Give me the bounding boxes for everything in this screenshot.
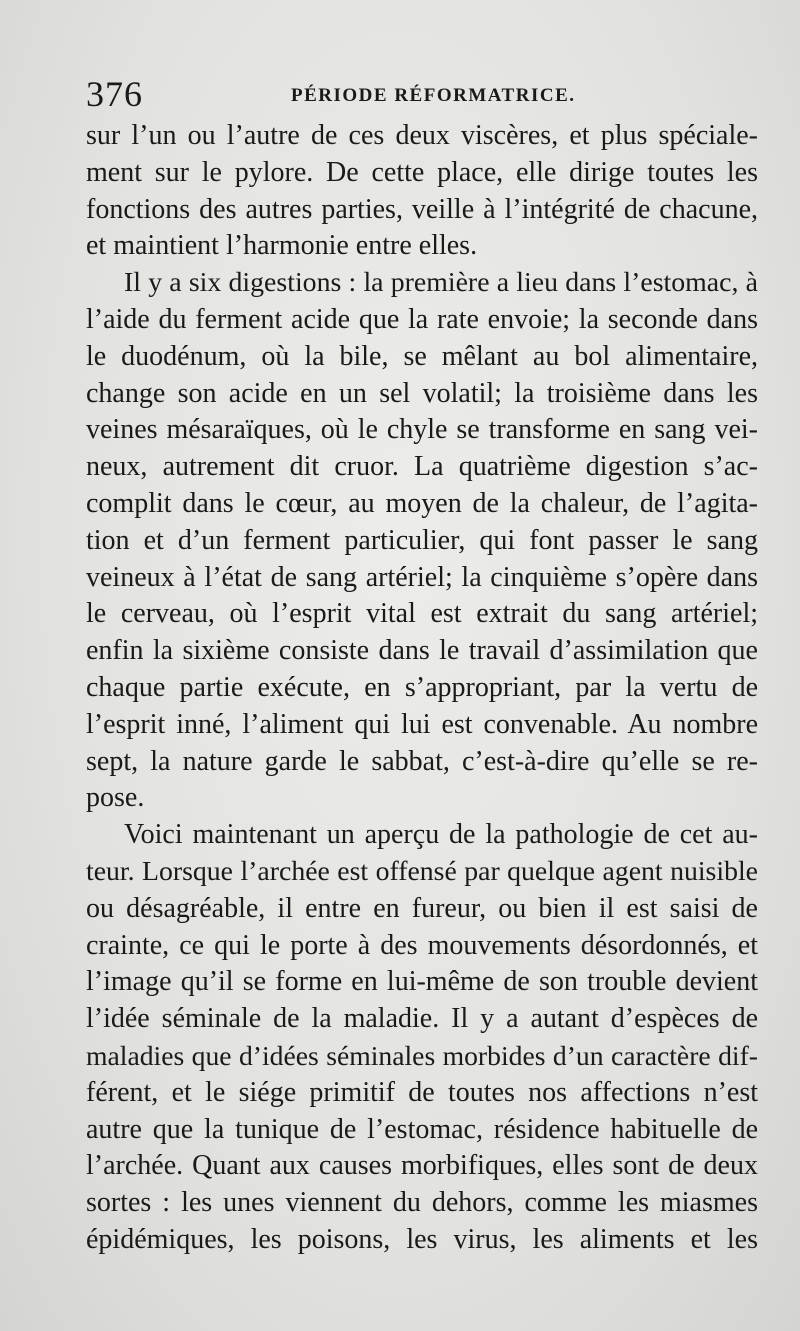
text-line: Il y a six digestions : la première a lieu dans l’estomac, à (124, 267, 758, 299)
text-line: le duodénum, où la bile, se mêlant au bol alimentaire, (86, 340, 758, 372)
text-line: complit dans le cœur, au moyen de la chaleur, de l’agita- (86, 487, 758, 519)
text-line: l’archée. Quant aux causes morbifiques, elles sont de deux (86, 1150, 758, 1182)
paragraph (86, 265, 758, 817)
text-line: l’idée séminale de la maladie. Il y a autant d’espèces de (86, 1003, 758, 1035)
text-line: épidémiques, les poisons, les virus, les aliments et les (86, 1223, 758, 1255)
text-line: férent, et le siége primitif de toutes nos affections n’est (86, 1076, 758, 1108)
text-line: pose. (86, 782, 145, 814)
text-line: veineux à l’état de sang artériel; la cinquième s’opère dans (86, 561, 758, 593)
text-line: ment sur le pylore. De cette place, elle dirige toutes les (86, 156, 758, 188)
text-line: autre que la tunique de l’estomac, résidence habituelle de (86, 1113, 758, 1145)
text-line: l’image qu’il se forme en lui-même de son trouble devient (86, 966, 758, 998)
page-header (86, 74, 758, 114)
text-line: l’aide du ferment acide que la rate envoie; la seconde dans (86, 303, 758, 335)
running-head: PÉRIODE RÉFORMATRICE. (291, 85, 576, 106)
text-line: fonctions des autres parties, veille à l’intégrité de chacune, (86, 193, 758, 225)
text-line: le cerveau, où l’esprit vital est extrait du sang artériel; (86, 598, 758, 630)
text-line: change son acide en un sel volatil; la troisième dans les (86, 377, 758, 409)
text-line: maladies que d’idées séminales morbides d’un caractère dif- (86, 1039, 758, 1071)
text-line: ou désagréable, il entre en fureur, ou bien il est saisi de (86, 892, 758, 924)
text-line: l’esprit inné, l’aliment qui lui est convenable. Au nombre (86, 708, 758, 740)
text-line: crainte, ce qui le porte à des mouvements désordonnés, et (86, 929, 758, 961)
text-line: teur. Lorsque l’archée est offensé par quelque agent nuisible (86, 855, 758, 887)
text-line: Voici maintenant un aperçu de la pathologie de cet au- (124, 819, 758, 851)
paragraph (86, 118, 758, 265)
page-number: 376 (86, 74, 143, 114)
text-line: neux, autrement dit cruor. La quatrième digestion s’ac- (86, 451, 758, 483)
text-line: tion et d’un ferment particulier, qui font passer le sang (86, 524, 758, 556)
body-text (86, 118, 758, 1259)
text-line: sortes : les unes viennent du dehors, comme les miasmes (86, 1187, 758, 1219)
text-line: veines mésaraïques, où le chyle se transforme en sang vei- (86, 414, 758, 446)
text-line: chaque partie exécute, en s’appropriant, par la vertu de (86, 671, 758, 703)
text-line: et maintient l’harmonie entre elles. (86, 230, 478, 262)
text-line: enfin la sixième consiste dans le travail d’assimilation que (86, 635, 758, 667)
text-line: sur l’un ou l’autre de ces deux viscères, et plus spéciale- (86, 120, 758, 151)
text-line: sept, la nature garde le sabbat, c’est-à-dire qu’elle se re- (86, 745, 758, 777)
paragraph (86, 817, 758, 1259)
